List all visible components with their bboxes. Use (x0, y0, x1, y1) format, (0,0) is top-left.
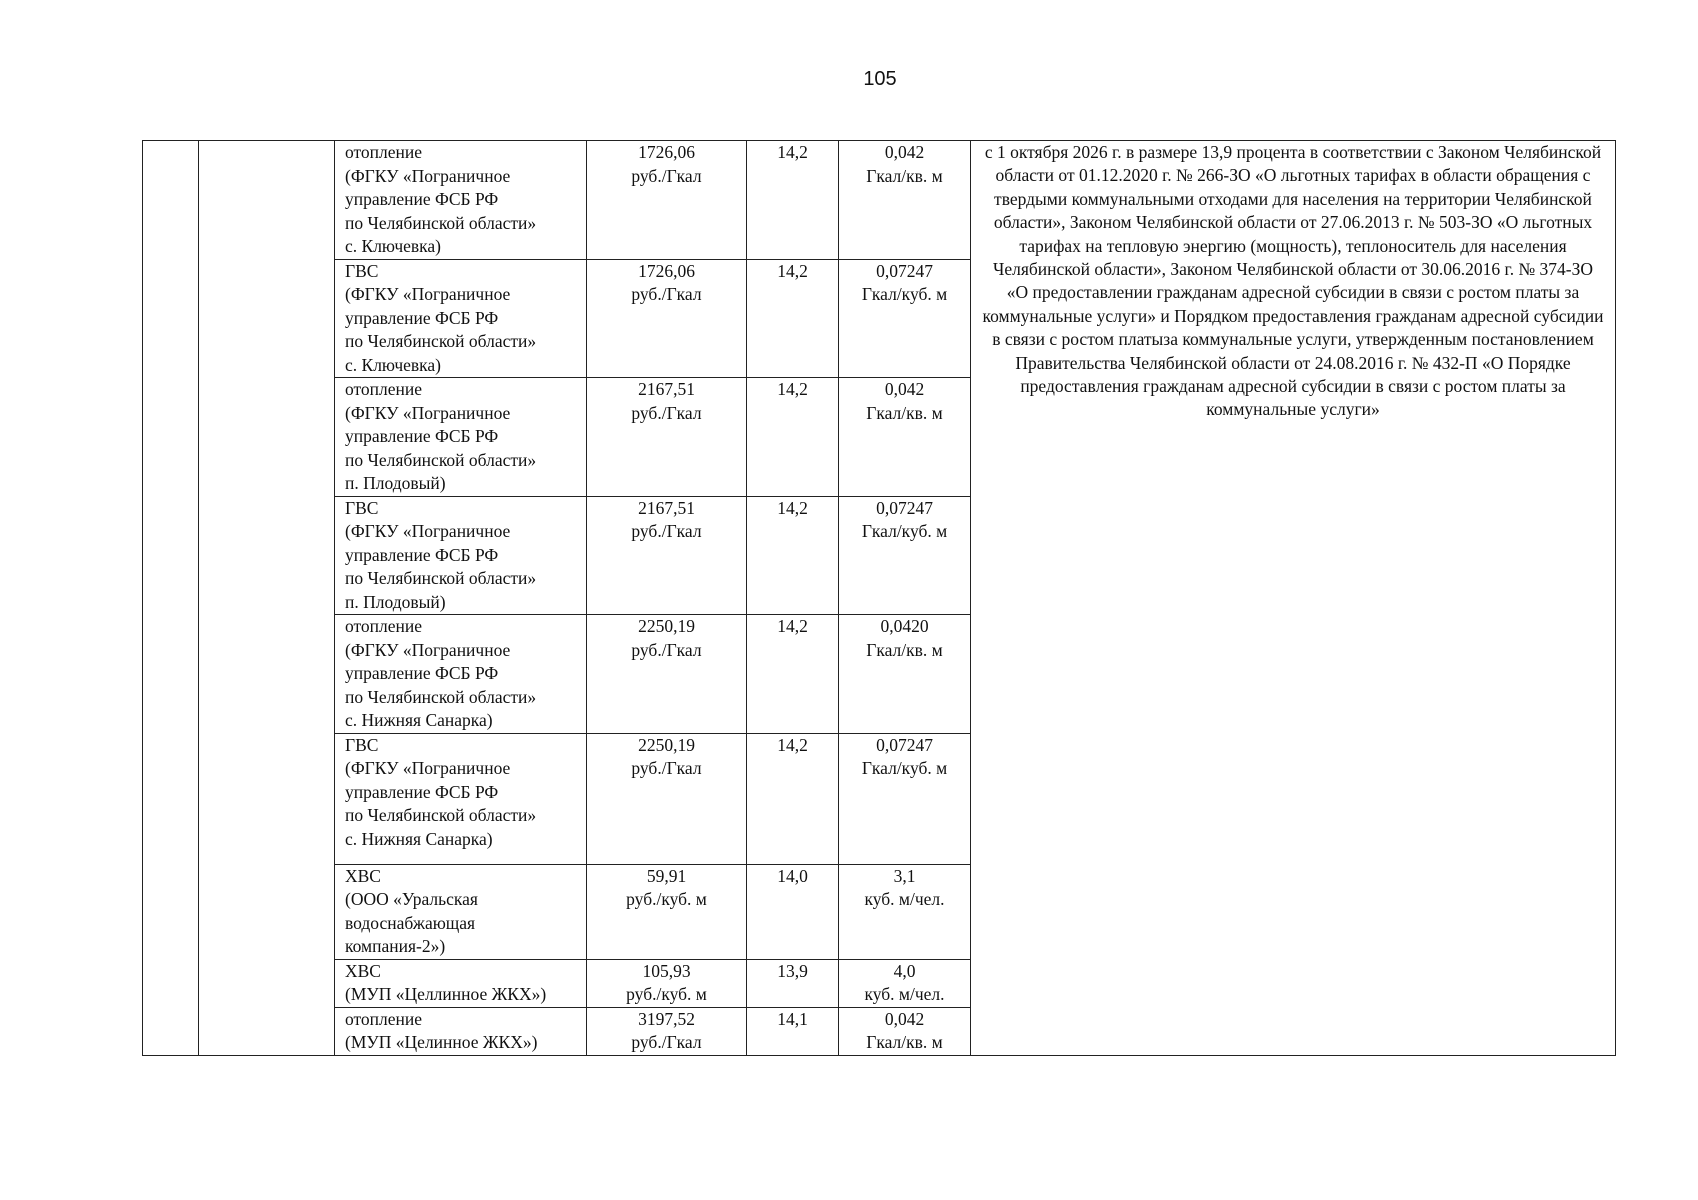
service-cell: отопление (ФГКУ «Пограничное управление ФСБ РФ по Челябинской области» с. Нижняя Санарка) (335, 615, 587, 734)
page-number: 105 (863, 68, 897, 90)
norm-cell: 0,07247 Гкал/куб. м (839, 733, 971, 864)
empty-cell-municipality (199, 141, 335, 1056)
table-row (143, 141, 1616, 260)
tariff-cell: 1726,06 руб./Гкал (587, 259, 747, 378)
service-cell: отопление (МУП «Целинное ЖКХ») (335, 1007, 587, 1055)
percent-cell: 14,2 (747, 733, 839, 864)
norm-cell: 3,1 куб. м/чел. (839, 864, 971, 959)
tariff-cell: 3197,52 руб./Гкал (587, 1007, 747, 1055)
tariff-cell: 1726,06 руб./Гкал (587, 141, 747, 260)
legal-note-cell: с 1 октября 2026 г. в размере 13,9 процента в соответствии с Законом Челябинской области от 01.12.2020 г. № 266-ЗО «О льготных тарифах в области обращения с твердыми коммунальными отходами для населения на территории Челябинской области», Законом Челябинской области от 27.06.2013 г. № 503-ЗО «О льготных тарифах на тепловую энергию (мощность), теплоноситель для населения Челябинской области», Законом Челябинской области от 30.06.2016 г. № 374-ЗО «О предоставлении гражданам адресной субсидии в связи с ростом платы за коммунальные услуги» и Порядком предоставления гражданам адресной субсидии в связи с ростом платыза коммунальные услуги, утвержденным постановлением Правительства Челябинской области от 24.08.2016 г. № 432-П «О Порядке предоставления гражданам адресной субсидии в связи с ростом платы за коммунальные услуги» (971, 141, 1616, 1056)
percent-cell: 14,2 (747, 496, 839, 615)
percent-cell: 14,0 (747, 864, 839, 959)
percent-cell: 13,9 (747, 959, 839, 1007)
percent-cell: 14,1 (747, 1007, 839, 1055)
service-cell: ХВС (ООО «Уральская водоснабжающая компания-2») (335, 864, 587, 959)
tariff-cell: 105,93 руб./куб. м (587, 959, 747, 1007)
norm-cell: 0,07247 Гкал/куб. м (839, 259, 971, 378)
service-cell: ГВС (ФГКУ «Пограничное управление ФСБ РФ по Челябинской области» с. Ключевка) (335, 259, 587, 378)
percent-cell: 14,2 (747, 615, 839, 734)
norm-cell: 0,0420 Гкал/кв. м (839, 615, 971, 734)
norm-cell: 0,042 Гкал/кв. м (839, 141, 971, 260)
norm-cell: 0,042 Гкал/кв. м (839, 1007, 971, 1055)
percent-cell: 14,2 (747, 378, 839, 497)
service-cell: отопление (ФГКУ «Пограничное управление ФСБ РФ по Челябинской области» п. Плодовый) (335, 378, 587, 497)
service-cell: ГВС (ФГКУ «Пограничное управление ФСБ РФ по Челябинской области» с. Нижняя Санарка) (335, 733, 587, 864)
service-cell: ХВС (МУП «Целлинное ЖКХ») (335, 959, 587, 1007)
empty-cell-number (143, 141, 199, 1056)
tariff-cell: 2167,51 руб./Гкал (587, 496, 747, 615)
percent-cell: 14,2 (747, 259, 839, 378)
norm-cell: 0,042 Гкал/кв. м (839, 378, 971, 497)
tariff-cell: 2167,51 руб./Гкал (587, 378, 747, 497)
service-cell: ГВС (ФГКУ «Пограничное управление ФСБ РФ по Челябинской области» п. Плодовый) (335, 496, 587, 615)
service-cell: отопление (ФГКУ «Пограничное управление ФСБ РФ по Челябинской области» с. Ключевка) (335, 141, 587, 260)
percent-cell: 14,2 (747, 141, 839, 260)
tariff-cell: 2250,19 руб./Гкал (587, 733, 747, 864)
tariff-cell: 2250,19 руб./Гкал (587, 615, 747, 734)
tariff-cell: 59,91 руб./куб. м (587, 864, 747, 959)
norm-cell: 0,07247 Гкал/куб. м (839, 496, 971, 615)
norm-cell: 4,0 куб. м/чел. (839, 959, 971, 1007)
tariff-table (142, 140, 1616, 1056)
